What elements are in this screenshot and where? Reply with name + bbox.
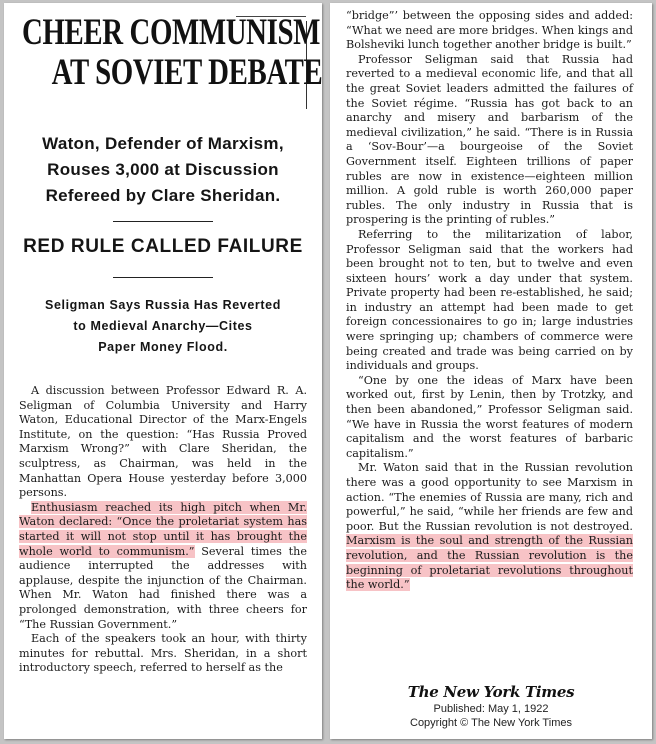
- paragraph: [346, 461, 633, 592]
- copyright-notice: Copyright © The New York Times: [410, 717, 572, 729]
- highlighted-quote: Enthusiasm reached its high pitch when Mr. Waton declared: “Once the proletariat system has started it will not stop until it has brought the whole world to communism.”: [19, 500, 307, 558]
- article-body-left: [19, 384, 307, 676]
- headline-line-1: CHEER COMMUNISM: [22, 12, 320, 53]
- article-body-right: [346, 9, 633, 593]
- paragraph: Referring to the militarization of labor, Professor Seligman said that the workers had been brought not to ten, but to twelve and even sixteen hours’ work a day under that system. Private property had been re-established, he said; in industry an attempt had been made to get foreign concessionaires to go in; large industries were springing up; chambers of commerce were being created and trade was being carried on by individuals and groups.: [346, 227, 633, 373]
- paragraph: “One by one the ideas of Marx have been worked out, first by Lenin, then by Trotzky, and then been abandoned,” Professor Seligman said. “We have in Russia the worst features of modern capitalism and the worst features of barbaric capitalism.”: [346, 373, 633, 460]
- subheadline-3: [14, 295, 312, 358]
- subheadline-3-line-2: to Medieval Anarchy—Cites: [73, 319, 253, 333]
- highlighted-quote: Marxism is the soul and strength of the Russian revolution, and the Russian revolution is the beginning of proletariat revolutions throughout the world.”: [346, 534, 633, 592]
- paragraph-text: Several times the audience interrupted the addresses with applause, despite the injunction of the Chairman. When Mr. Waton had finished there was a prolonged demonstration, with three cheers for “The Russian Government.”: [19, 544, 307, 631]
- subheadline-3-line-3: Paper Money Flood.: [98, 340, 228, 354]
- headline-line-2: AT SOVIET DEBATE: [51, 52, 322, 93]
- subheadline-1-line-1: Waton, Defender of Marxism,: [42, 134, 284, 153]
- paragraph: “bridge”’ between the opposing sides and added: “What we need are more bridges. When kings and Bolsheviki lunch together another bridge is built.”: [346, 9, 633, 52]
- paragraph: Each of the speakers took an hour, with thirty minutes for rebuttal. Mrs. Sheridan, in a short introductory speech, referred to herself as the: [19, 632, 307, 675]
- headline: [22, 12, 322, 93]
- article-column-right: [330, 3, 652, 739]
- paragraph: [19, 501, 307, 632]
- paragraph-text: Mr. Waton said that in the Russian revolution there was a good opportunity to see Marxism in action. “The enemies of Russia are many, rich and powerful,” he said, “while her friends are few and poor. But the Russian revolution is not destroyed.: [346, 461, 633, 533]
- paragraph: Professor Seligman said that Russia had reverted to a medieval economic life, and that all the great Soviet leaders admitted the failures of the Soviet régime. “Russia has got back to an anarchy and misery and barbarism of the medieval civilization,” he said. “There is in Russia a ‘Sov-Bour’—a bourgeoise of the Soviet Government itself. Eighteen trillions of paper rubles are now in existence—eighteen million million. A gold ruble is worth 260,000 paper rubles. The only industry in Russia that is prospering is the printing of rubles.”: [346, 52, 633, 227]
- subheadline-1-line-2: Rouses 3,000 at Discussion: [47, 160, 279, 179]
- published-date: Published: May 1, 1922: [433, 703, 549, 715]
- divider-rule: [113, 277, 213, 278]
- subheadline-1-line-3: Refereed by Clare Sheridan.: [45, 186, 281, 205]
- subheadline-3-line-1: Seligman Says Russia Has Reverted: [45, 298, 281, 312]
- article-column-left: [4, 3, 322, 739]
- nyt-logo: The New York Times: [407, 683, 575, 701]
- paragraph: A discussion between Professor Edward R. A. Seligman of Columbia University and Harry Waton, Educational Director of the Marx-Engels Institute, on the question: “Has Russia Proved Marxism Wrong?” with Clare Sheridan, the sculptress, as Chairman, was held in the Manhattan Opera House yesterday before 3,000 persons.: [19, 384, 307, 500]
- subheadline-2: RED RULE CALLED FAILURE: [23, 236, 303, 257]
- subheadline-1: [14, 131, 312, 209]
- divider-rule: [113, 221, 213, 222]
